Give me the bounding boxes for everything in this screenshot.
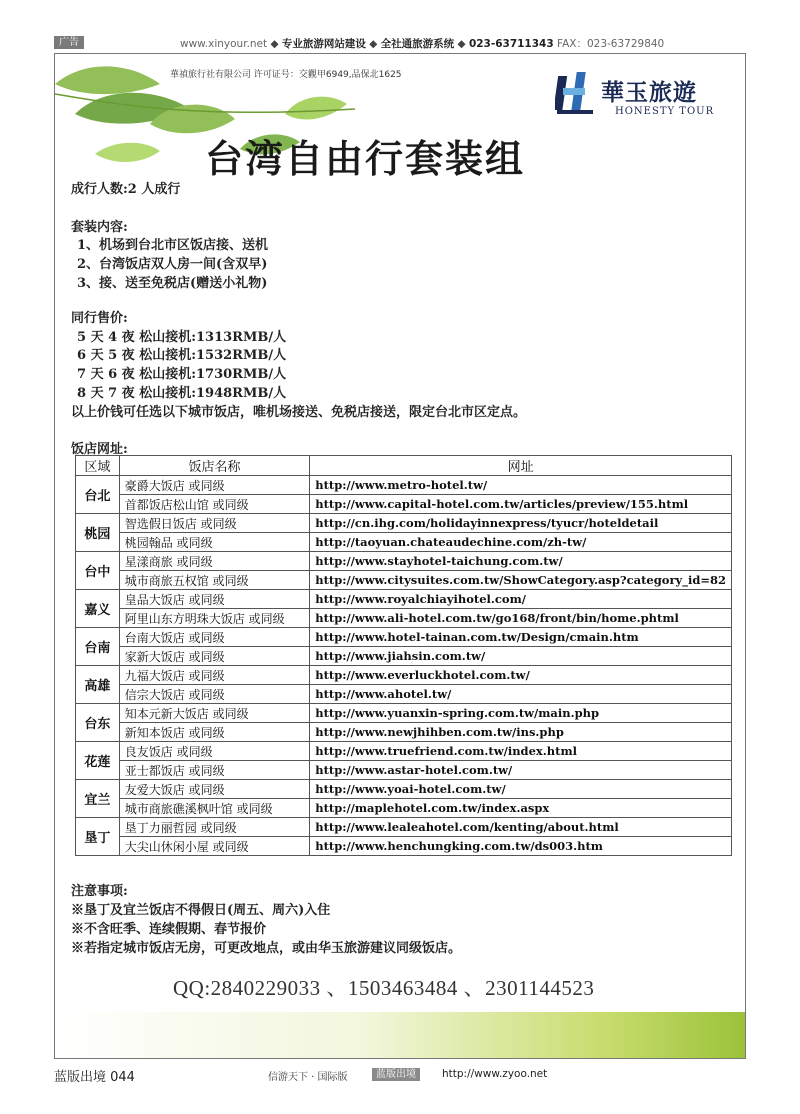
hotel-name-cell: 豪爵大饭店 或同级 [119,476,309,495]
footer-url[interactable]: http://www.zyoo.net [442,1068,548,1080]
hotel-name-cell: 皇品大饭店 或同级 [119,590,309,609]
table-row [76,533,732,552]
hotel-url-link[interactable]: http://cn.ihg.com/holidayinnexpress/tyucr/hoteldetail [310,514,732,533]
hotel-name-cell: 垦丁力丽哲园 或同级 [119,818,309,837]
qq-contacts: QQ:2840229033 、1503463484 、2301144523 [173,976,595,1000]
hotel-url-link[interactable]: http://www.lealeahotel.com/kenting/about.html [310,818,732,837]
logo-chinese: 華玉旅遊 [601,79,697,106]
note-item: ※不含旺季、连续假期、春节报价 [71,922,267,937]
green-band-decoration [55,1012,745,1058]
hotel-url-link[interactable]: http://www.ali-hotel.com.tw/go168/front/bin/home.phtml [310,609,732,628]
note-item: ※垦丁及宜兰饭店不得假日(周五、周六)入住 [71,903,331,918]
hotel-name-cell: 信宗大饭店 或同级 [119,685,309,704]
hotel-url-link[interactable]: http://www.henchungking.com.tw/ds003.htm [310,837,732,856]
table-row [76,780,732,799]
hotel-name-cell: 城市商旅五权馆 或同级 [119,571,309,590]
table-row [76,704,732,723]
hotel-url-link[interactable]: http://www.truefriend.com.tw/index.html [310,742,732,761]
hotel-name-cell: 智选假日饭店 或同级 [119,514,309,533]
column-header-url: 网址 [310,456,732,476]
hotel-url-link[interactable]: http://www.jiahsin.com.tw/ [310,647,732,666]
header-item2: 全社通旅游系统 [380,38,455,50]
hotel-name-cell: 知本元新大饭店 或同级 [119,704,309,723]
hotel-name-cell: 星漾商旅 或同级 [119,552,309,571]
group-size: 成行人数:2 人成行 [71,182,181,197]
header-phone: 023-63711343 [468,38,554,50]
table-row [76,628,732,647]
hotel-table-body [76,476,732,856]
header-line [180,36,750,51]
table-row [76,476,732,495]
region-cell: 桃园 [76,514,120,552]
footer-slogan: 信游天下 · 国际版 [268,1072,348,1083]
table-row [76,590,732,609]
honesty-tour-logo-icon [555,70,599,118]
table-header-row [76,456,732,476]
hotel-name-cell: 阿里山东方明珠大饭店 或同级 [119,609,309,628]
bullet-icon: ◆ [457,38,469,50]
notes-heading: 注意事项: [71,884,128,899]
hotel-name-cell: 九福大饭店 或同级 [119,666,309,685]
company-license: 華禎旅行社有限公司 许可证号：交觀甲6949,品保北1625 [170,70,402,80]
ad-tag: 广告 [54,36,84,49]
table-row [76,761,732,780]
hotel-url-link[interactable]: http://www.metro-hotel.tw/ [310,476,732,495]
column-header-hotel: 饭店名称 [119,456,309,476]
hotel-name-cell: 台南大饭店 或同级 [119,628,309,647]
table-row [76,685,732,704]
logo-english: HONESTY TOUR [615,106,715,117]
hotel-url-link[interactable]: http://maplehotel.com.tw/index.aspx [310,799,732,818]
hotel-url-link[interactable]: http://taoyuan.chateaudechine.com/zh-tw/ [310,533,732,552]
region-cell: 宜兰 [76,780,120,818]
region-cell: 台东 [76,704,120,742]
table-row [76,495,732,514]
bullet-icon: ◆ [270,38,282,50]
hotel-name-cell: 首都饭店松山馆 或同级 [119,495,309,514]
hotel-name-cell: 友爱大饭店 或同级 [119,780,309,799]
pricing-heading: 同行售价: [71,311,128,326]
footer-tag: 蓝版出境 [372,1068,420,1081]
hotel-url-link[interactable]: http://www.ahotel.tw/ [310,685,732,704]
hotel-url-link[interactable]: http://www.hotel-tainan.com.tw/Design/cmain.htm [310,628,732,647]
hotel-name-cell: 良友饭店 或同级 [119,742,309,761]
page-title: 台湾自由行套装组 [205,136,526,181]
price-item: 6 天 5 夜 松山接机:1532RMB/人 [77,348,287,363]
hotel-name-cell: 家新大饭店 或同级 [119,647,309,666]
package-item: 3、接、送至免税店(赠送小礼物) [77,276,268,291]
flyer-frame [54,53,746,1059]
hotel-url-link[interactable]: http://www.everluckhotel.com.tw/ [310,666,732,685]
pricing-note: 以上价钱可任选以下城市饭店，唯机场接送、免税店接送，限定台北市区定点。 [71,405,527,420]
hotel-url-link[interactable]: http://www.citysuites.com.tw/ShowCategory.asp?category_id=82 [310,571,732,590]
bullet-icon: ◆ [369,38,381,50]
region-cell: 台南 [76,628,120,666]
hotel-name-cell: 新知本饭店 或同级 [119,723,309,742]
header-site[interactable]: www.xinyour.net [180,38,268,50]
region-cell: 高雄 [76,666,120,704]
table-row [76,742,732,761]
table-row [76,552,732,571]
package-item: 2、台湾饭店双人房一间(含双早) [77,257,268,272]
brand-logo [555,70,725,122]
region-cell: 台北 [76,476,120,514]
package-heading: 套装内容: [71,220,128,235]
package-item: 1、机场到台北市区饭店接、送机 [77,238,269,253]
note-item: ※若指定城市饭店无房，可更改地点，或由华玉旅游建议同级饭店。 [71,941,462,956]
hotel-url-link[interactable]: http://www.yoai-hotel.com.tw/ [310,780,732,799]
region-cell: 嘉义 [76,590,120,628]
table-row [76,647,732,666]
hotel-url-link[interactable]: http://www.stayhotel-taichung.com.tw/ [310,552,732,571]
hotel-table [75,455,732,856]
header-item1: 专业旅游网站建设 [281,38,366,50]
hotel-name-cell: 亚士都饭店 或同级 [119,761,309,780]
page-label: 蓝版出境 044 [54,1070,135,1085]
table-row [76,609,732,628]
table-row [76,837,732,856]
table-row [76,571,732,590]
hotel-url-link[interactable]: http://www.royalchiayihotel.com/ [310,590,732,609]
hotel-url-link[interactable]: http://www.newjhihben.com.tw/ins.php [310,723,732,742]
hotel-name-cell: 城市商旅礁溪枫叶馆 或同级 [119,799,309,818]
hotel-name-cell: 大尖山休闲小屋 或同级 [119,837,309,856]
region-cell: 垦丁 [76,818,120,856]
column-header-region: 区域 [76,456,120,476]
hotels-heading: 饭店网址: [71,442,128,457]
hotel-url-link[interactable]: http://www.capital-hotel.com.tw/articles/preview/155.html [310,495,732,514]
region-cell: 花莲 [76,742,120,780]
table-row [76,514,732,533]
table-row [76,818,732,837]
price-item: 7 天 6 夜 松山接机:1730RMB/人 [77,367,287,382]
price-item: 5 天 4 夜 松山接机:1313RMB/人 [77,330,287,345]
table-row [76,666,732,685]
hotel-url-link[interactable]: http://www.yuanxin-spring.com.tw/main.php [310,704,732,723]
table-row [76,723,732,742]
header-fax: FAX：023-63729840 [557,38,665,50]
price-item: 8 天 7 夜 松山接机:1948RMB/人 [77,386,287,401]
region-cell: 台中 [76,552,120,590]
hotel-name-cell: 桃园翰品 或同级 [119,533,309,552]
table-row [76,799,732,818]
hotel-url-link[interactable]: http://www.astar-hotel.com.tw/ [310,761,732,780]
